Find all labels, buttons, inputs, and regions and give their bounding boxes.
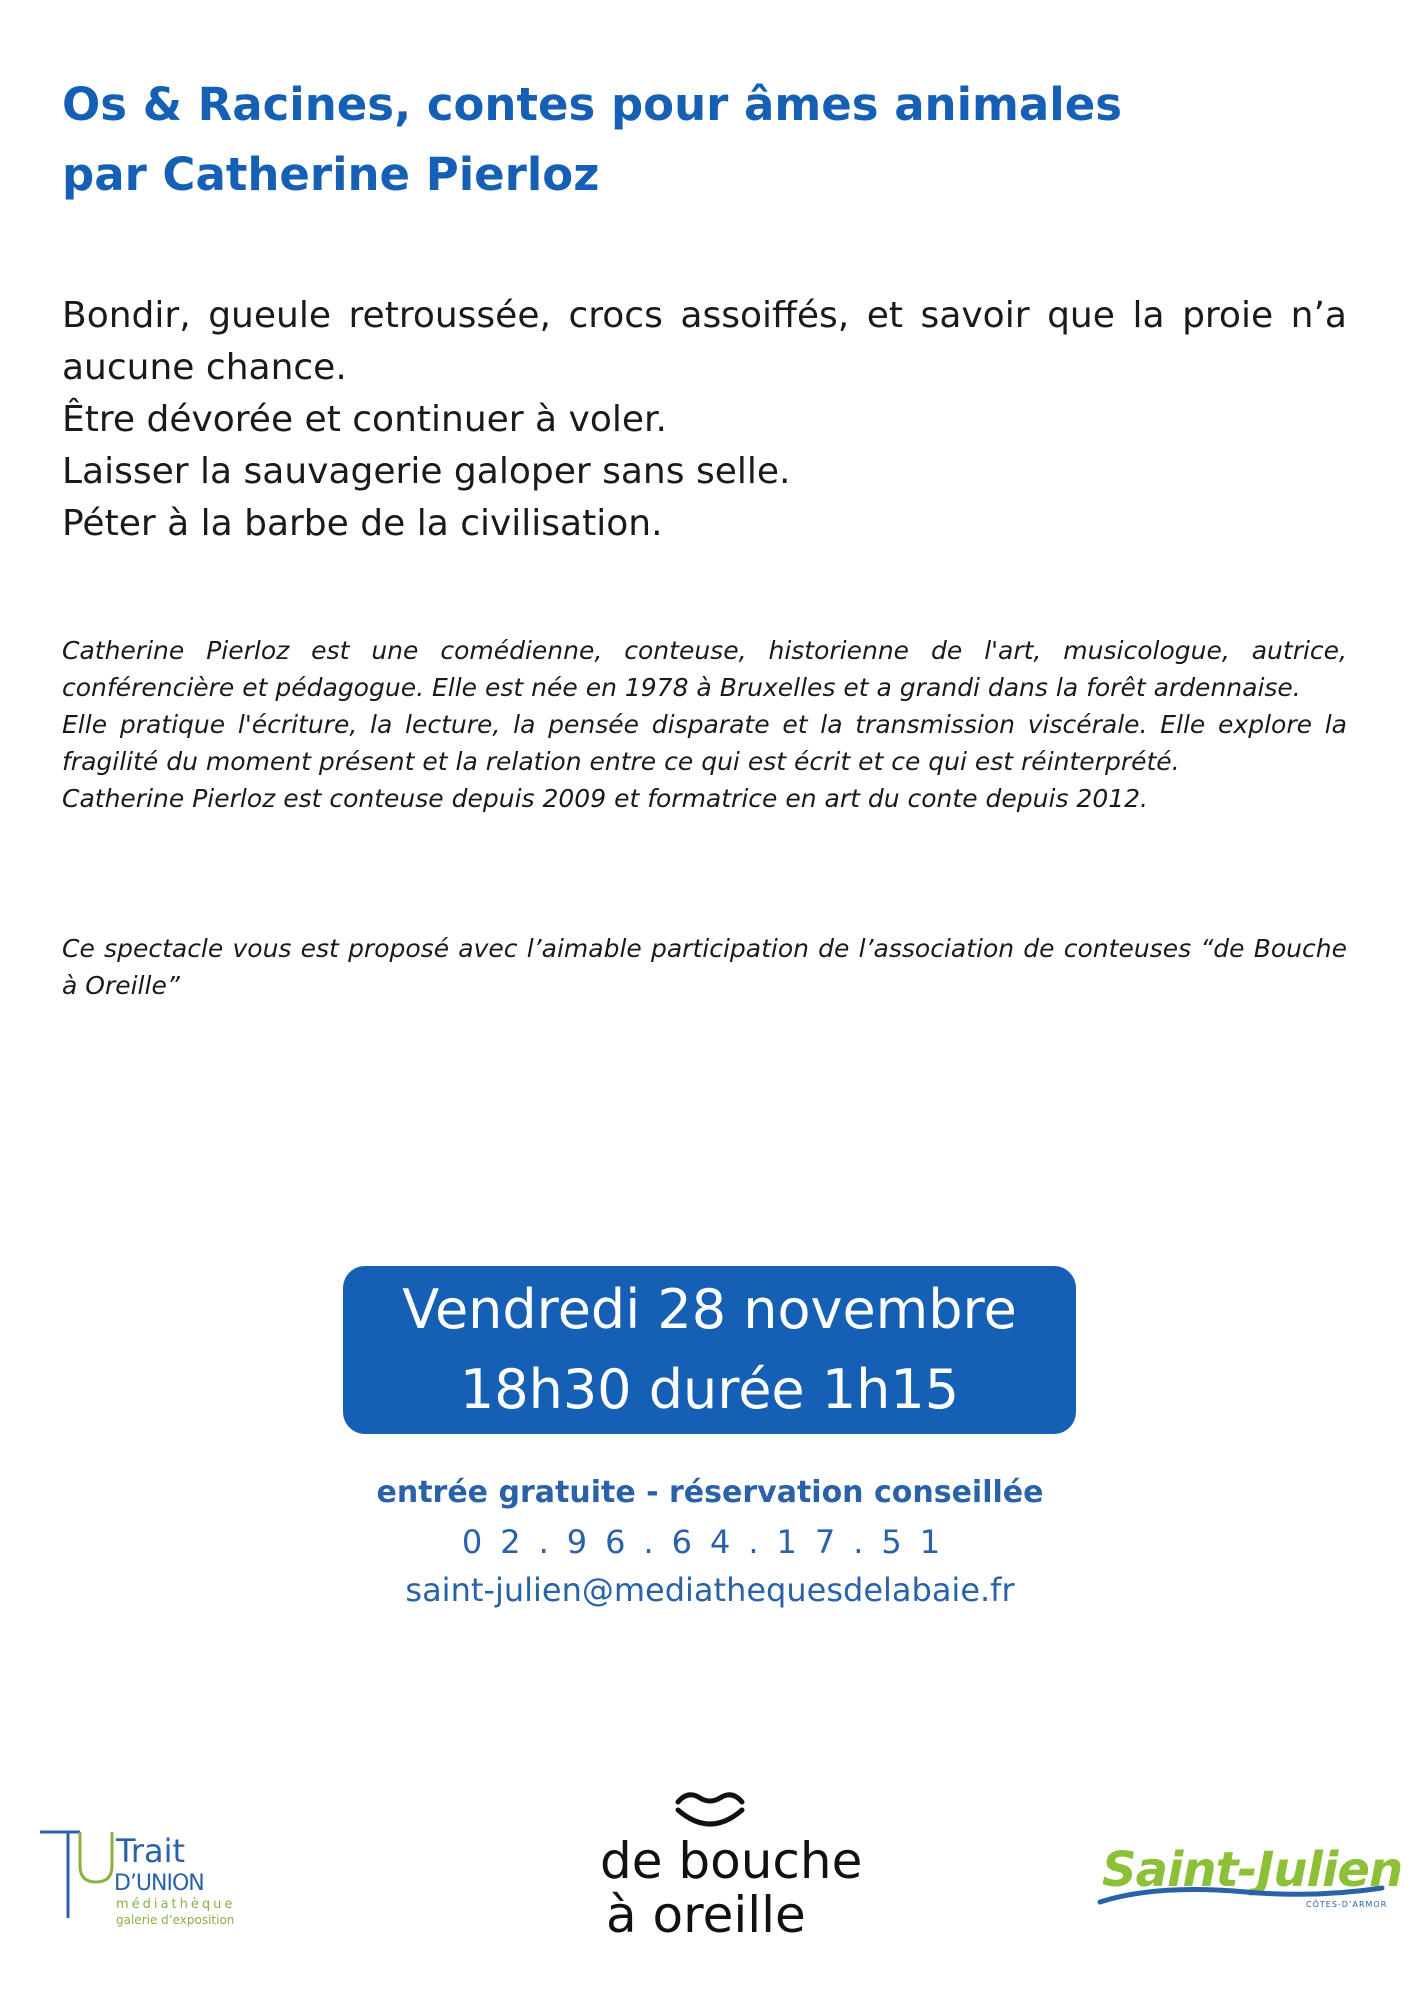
title-line-2: par Catherine Pierloz <box>62 148 600 201</box>
bio-paragraph-2: Elle pratique l'écriture, la lecture, la pensée disparate et la transmission viscérale. Elle explore la fragilité du moment présent et la relation entre ce qui est écrit et ce qui est réinterprété. <box>62 710 1347 776</box>
biography <box>62 632 1347 817</box>
saint-julien-subtitle: CÔTES-D’ARMOR <box>1306 1900 1388 1909</box>
event-date: Vendredi 28 novembre <box>402 1278 1017 1341</box>
bouche-oreille-line-2: à oreille <box>606 1886 806 1944</box>
saint-julien-logo <box>1096 1840 1403 1930</box>
bio-paragraph-1: Catherine Pierloz est une comédienne, conteuse, historienne de l'art, musicologue, autrice, conférencière et pédagogue. Elle est née en 1978 à Bruxelles et a grandi dans la forêt ardennaise. <box>62 636 1347 702</box>
poem-line-1: Bondir, gueule retroussée, crocs assoiffés, et savoir que la proie n’a aucune chance. <box>62 295 1347 388</box>
lips-icon <box>670 1788 750 1834</box>
phone-number[interactable]: 02.96.64.17.51 <box>461 1523 959 1561</box>
trait-union-line-4: galerie d’exposition <box>116 1913 235 1927</box>
bouche-oreille-logo <box>590 1788 863 1958</box>
credit-text: Ce spectacle vous est proposé avec l’aimable participation de l’association de conteuses “de Bouche à Oreille” <box>62 934 1347 1000</box>
event-date-box <box>343 1266 1076 1434</box>
trait-union-logo <box>40 1828 250 1938</box>
email-link[interactable]: saint-julien@mediathequesdelabaie.fr <box>405 1571 1015 1609</box>
trait-union-line-2: D’UNION <box>114 1871 204 1896</box>
title-line-1: Os & Racines, contes pour âmes animales <box>62 78 1123 131</box>
bio-paragraph-3: Catherine Pierloz est conteuse depuis 2009 et formatrice en art du conte depuis 2012. <box>62 784 1148 813</box>
poem-line-3: Laisser la sauvagerie galoper sans selle. <box>62 451 791 492</box>
poem-line-4: Péter à la barbe de la civilisation. <box>62 503 663 544</box>
bouche-oreille-line-1: de bouche <box>600 1832 863 1890</box>
saint-julien-name: Saint-Julien <box>1102 1842 1403 1898</box>
event-title <box>62 70 1322 210</box>
trait-union-mark-icon <box>40 1828 120 1938</box>
poem-block <box>62 290 1347 550</box>
poem-line-2: Être dévorée et continuer à voler. <box>62 399 667 440</box>
trait-union-line-3: médiathèque <box>116 1897 236 1912</box>
trait-union-line-1: Trait <box>116 1832 186 1870</box>
event-time: 18h30 durée 1h15 <box>459 1358 960 1421</box>
entry-info: entrée gratuite - réservation conseillée <box>376 1475 1044 1510</box>
